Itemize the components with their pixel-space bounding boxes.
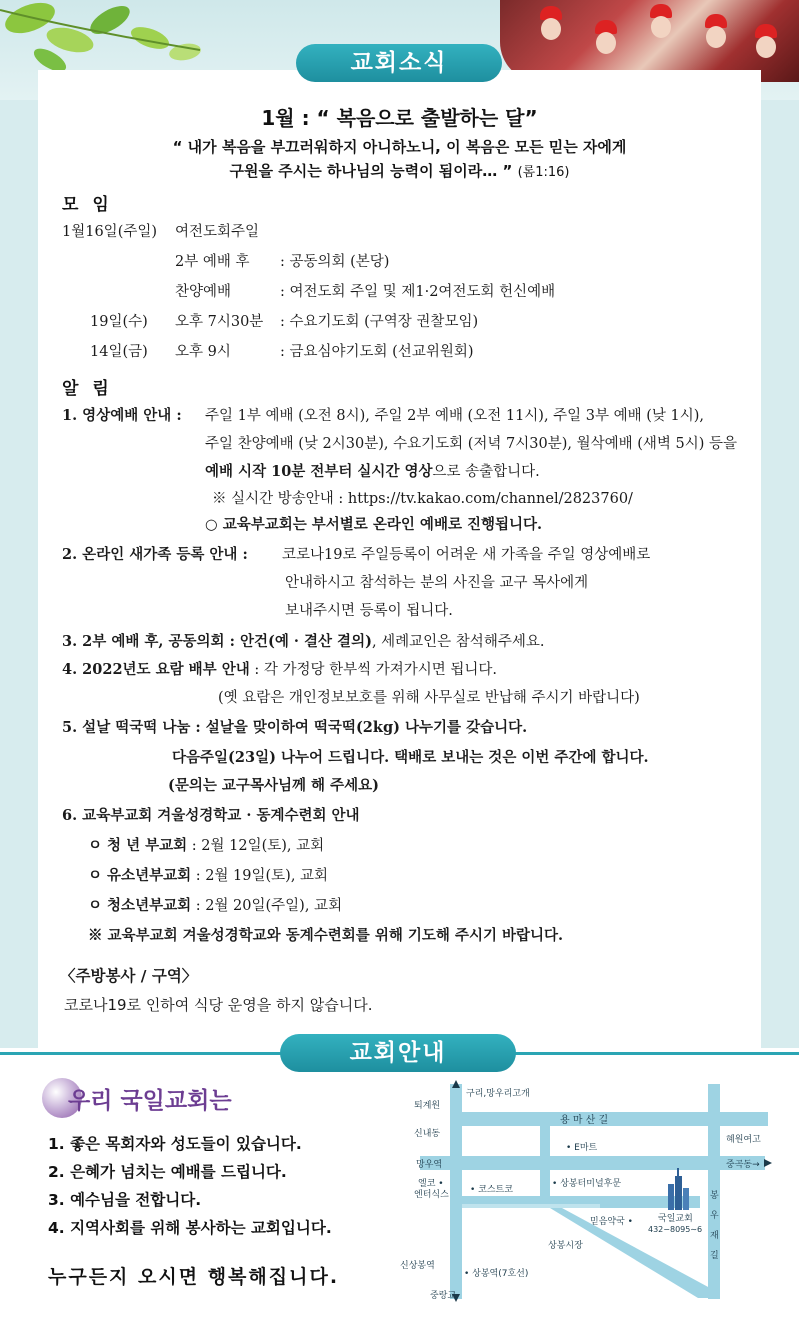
- notice-6-item-name: ㅇ 청 년 부교회: [88, 837, 188, 854]
- map-label-junggok: 중곡동→: [726, 1160, 760, 1170]
- intro-item: 4. 지역사회를 위해 봉사하는 교회입니다.: [48, 1219, 332, 1237]
- notice-6-title: 6. 교육부교회 겨울성경학교 · 동계수련회 안내: [62, 807, 360, 824]
- map-label-toegye: 퇴계원: [414, 1101, 441, 1111]
- notice-2-line-2: 안내하시고 참석하는 분의 사진을 교구 목사에게: [285, 575, 589, 591]
- verse-line-1: “ 내가 복음을 부끄러워하지 아니하노니, 이 복음은 모든 믿는 자에게: [172, 138, 627, 156]
- intro-item: 1. 좋은 목회자와 성도들이 있습니다.: [48, 1135, 302, 1153]
- notice-1-line-2: 주일 찬양예배 (낮 2시30분), 수요기도회 (저녁 7시30분), 월삭예배 (새벽 5시) 등을: [205, 436, 738, 452]
- notices-heading: 알 림: [62, 379, 113, 399]
- notice-6-note: ※ 교육부교회 겨울성경학교와 동계수련회를 위해 기도해 주시기 바랍니다.: [88, 927, 564, 944]
- map-label-elco: 엘코 •: [418, 1179, 444, 1189]
- notice-1-label: 1. 영상예배 안내 :: [62, 407, 182, 424]
- meeting-row-desc: : 공동의회 (본당): [280, 254, 390, 270]
- map-label-jungnang: 중랑교: [430, 1291, 457, 1301]
- notice-4-rest: : 각 가정당 한부씩 가져가시면 됩니다.: [249, 662, 498, 678]
- meeting-row-time: 찬양예배: [175, 284, 232, 300]
- notice-6-item-info: : 2월 20일(주일), 교회: [191, 898, 343, 914]
- map-label-mideum: 믿음약국 •: [590, 1217, 633, 1227]
- notice-6-item-info: : 2월 12일(토), 교회: [187, 838, 325, 854]
- intro-title: 우리 국일교회는: [68, 1088, 232, 1114]
- notice-5-line-2: 다음주일(23일) 나누어 드립니다. 택배로 보내는 것은 이번 주간에 합니다.: [172, 749, 649, 766]
- map-label-sangbong-station: • 상봉역(7호선): [464, 1269, 529, 1279]
- map-label-bongu-2: 우: [710, 1211, 719, 1221]
- meeting-row-desc: : 금요심야기도회 (선교위원회): [280, 344, 474, 360]
- verse-line-2-text: 구원을 주시는 하나님의 능력이 됨이라… ”: [229, 162, 513, 180]
- meeting-row-desc: : 수요기도회 (구역장 권찰모임): [280, 314, 479, 330]
- notice-6-item: [88, 864, 328, 885]
- map-label-bongu-4: 길: [710, 1251, 719, 1261]
- arrow-right-icon: [764, 1159, 772, 1167]
- meeting-date-main: 1월16일(주일): [62, 224, 158, 240]
- notice-6-item-name: ㅇ 유소년부교회: [88, 867, 192, 884]
- meeting-row-desc: : 여전도회 주일 및 제1·2여전도회 헌신예배: [280, 284, 556, 300]
- map-label-sinnaedong: 신내동: [414, 1129, 441, 1139]
- notice-1-line-3-bold: 예배 시작 10분 전부터 실시간 영상: [205, 463, 433, 480]
- intro-item: 3. 예수님을 전합니다.: [48, 1191, 202, 1209]
- kitchen-heading: 〈주방봉사 / 구역〉: [60, 967, 198, 985]
- notice-6-item-name: ㅇ 청소년부교회: [88, 897, 192, 914]
- notice-1-line-3-rest: 으로 송출합니다.: [432, 464, 540, 480]
- notice-2-line-3: 보내주시면 등록이 됩니다.: [285, 603, 453, 619]
- section-title-news: 교회소식: [296, 44, 502, 82]
- kitchen-text: 코로나19로 인하여 식당 운영을 하지 않습니다.: [64, 996, 373, 1014]
- intro-title-block: [42, 1078, 252, 1118]
- notice-5-line-1: 5. 설날 떡국떡 나눔 : 설날을 맞이하여 떡국떡(2kg) 나누기를 갖습니다.: [62, 719, 528, 736]
- map-label-mangu: 망우역: [416, 1160, 443, 1170]
- meeting-date-main-title: 여전도회주일: [175, 224, 260, 240]
- notice-2-line-1: 코로나19로 주일등록이 어려운 새 가족을 주일 영상예배로: [282, 547, 651, 563]
- meeting-row-time: 오후 7시30분: [175, 314, 264, 330]
- notice-6-item: [88, 894, 342, 915]
- verse-line-2: [0, 160, 799, 181]
- church-building-icon: [668, 1168, 689, 1210]
- meetings-heading: 모 임: [62, 195, 113, 215]
- meeting-row-date: 19일(수): [90, 314, 148, 330]
- notice-6-item: [88, 834, 324, 855]
- notice-3-rest: , 세례교인은 참석해주세요.: [371, 634, 545, 650]
- notice-1-line-3: [205, 460, 540, 481]
- month-theme-title: 1월 : “ 복음으로 출발하는 달”: [261, 106, 538, 130]
- notice-6-item-info: : 2월 19일(토), 교회: [191, 868, 329, 884]
- notice-5-line-3: (문의는 교구목사님께 해 주세요): [168, 777, 379, 794]
- notice-1-line-5: ○ 교육부교회는 부서별로 온라인 예배로 진행됩니다.: [205, 516, 543, 533]
- section-title-church-info: 교회안내: [280, 1034, 516, 1072]
- map-label-terminal: • 상봉터미널후문: [552, 1179, 622, 1189]
- broadcast-link[interactable]: ※ 실시간 방송안내 : https://tv.kakao.com/channel/2823760/: [212, 491, 633, 507]
- road-vertical-left: [450, 1084, 462, 1299]
- map-label-costco: • 코스트코: [470, 1185, 513, 1195]
- meeting-row-time: 2부 예배 후: [175, 254, 250, 270]
- map-label-bongu-1: 봉: [710, 1191, 719, 1201]
- intro-item: 2. 은혜가 넘치는 예배를 드립니다.: [48, 1163, 287, 1181]
- leaves-decoration: [0, 0, 230, 80]
- map-label-sangbong-market: 상봉시장: [548, 1241, 583, 1251]
- notice-4: [62, 658, 497, 679]
- notice-2-label: 2. 온라인 새가족 등록 안내 :: [62, 546, 248, 563]
- location-map: [400, 1076, 780, 1306]
- map-label-entasis: 엔터식스: [414, 1190, 449, 1200]
- notice-3: [62, 630, 544, 651]
- road-yongmasan: [450, 1112, 768, 1126]
- slogan: 누구든지 오시면 행복해집니다.: [48, 1266, 340, 1288]
- verse-reference: (롬1:16): [517, 165, 570, 180]
- notice-4-line-2: (옛 요람은 개인정보보호를 위해 사무실로 반납해 주시기 바랍니다): [218, 690, 640, 706]
- map-label-bongu-3: 재: [710, 1231, 719, 1241]
- meeting-row-date: 14일(금): [90, 344, 148, 360]
- meeting-row-time: 오후 9시: [175, 344, 231, 360]
- map-label-sinsangbong: 신상봉역: [400, 1261, 435, 1271]
- notice-3-bold: 3. 2부 예배 후, 공동의회 : 안건(예 · 결산 결의): [62, 633, 372, 650]
- map-label-top-road: 구리,망우리고개: [466, 1089, 530, 1099]
- map-label-hyewon: 혜원여고: [726, 1135, 761, 1145]
- map-label-yongmasan: 용 마 산 길: [560, 1115, 609, 1126]
- map-label-emart: • E마트: [566, 1143, 598, 1153]
- notice-4-bold: 4. 2022년도 요람 배부 안내: [62, 661, 250, 678]
- map-label-church-phone: 432−8095∼6: [648, 1225, 703, 1234]
- notice-1-line-1: 주일 1부 예배 (오전 8시), 주일 2부 예배 (오전 11시), 주일 3부 예배 (낮 1시),: [205, 408, 705, 424]
- road-mid: [540, 1126, 550, 1208]
- map-label-church-name: 국일교회: [658, 1214, 693, 1224]
